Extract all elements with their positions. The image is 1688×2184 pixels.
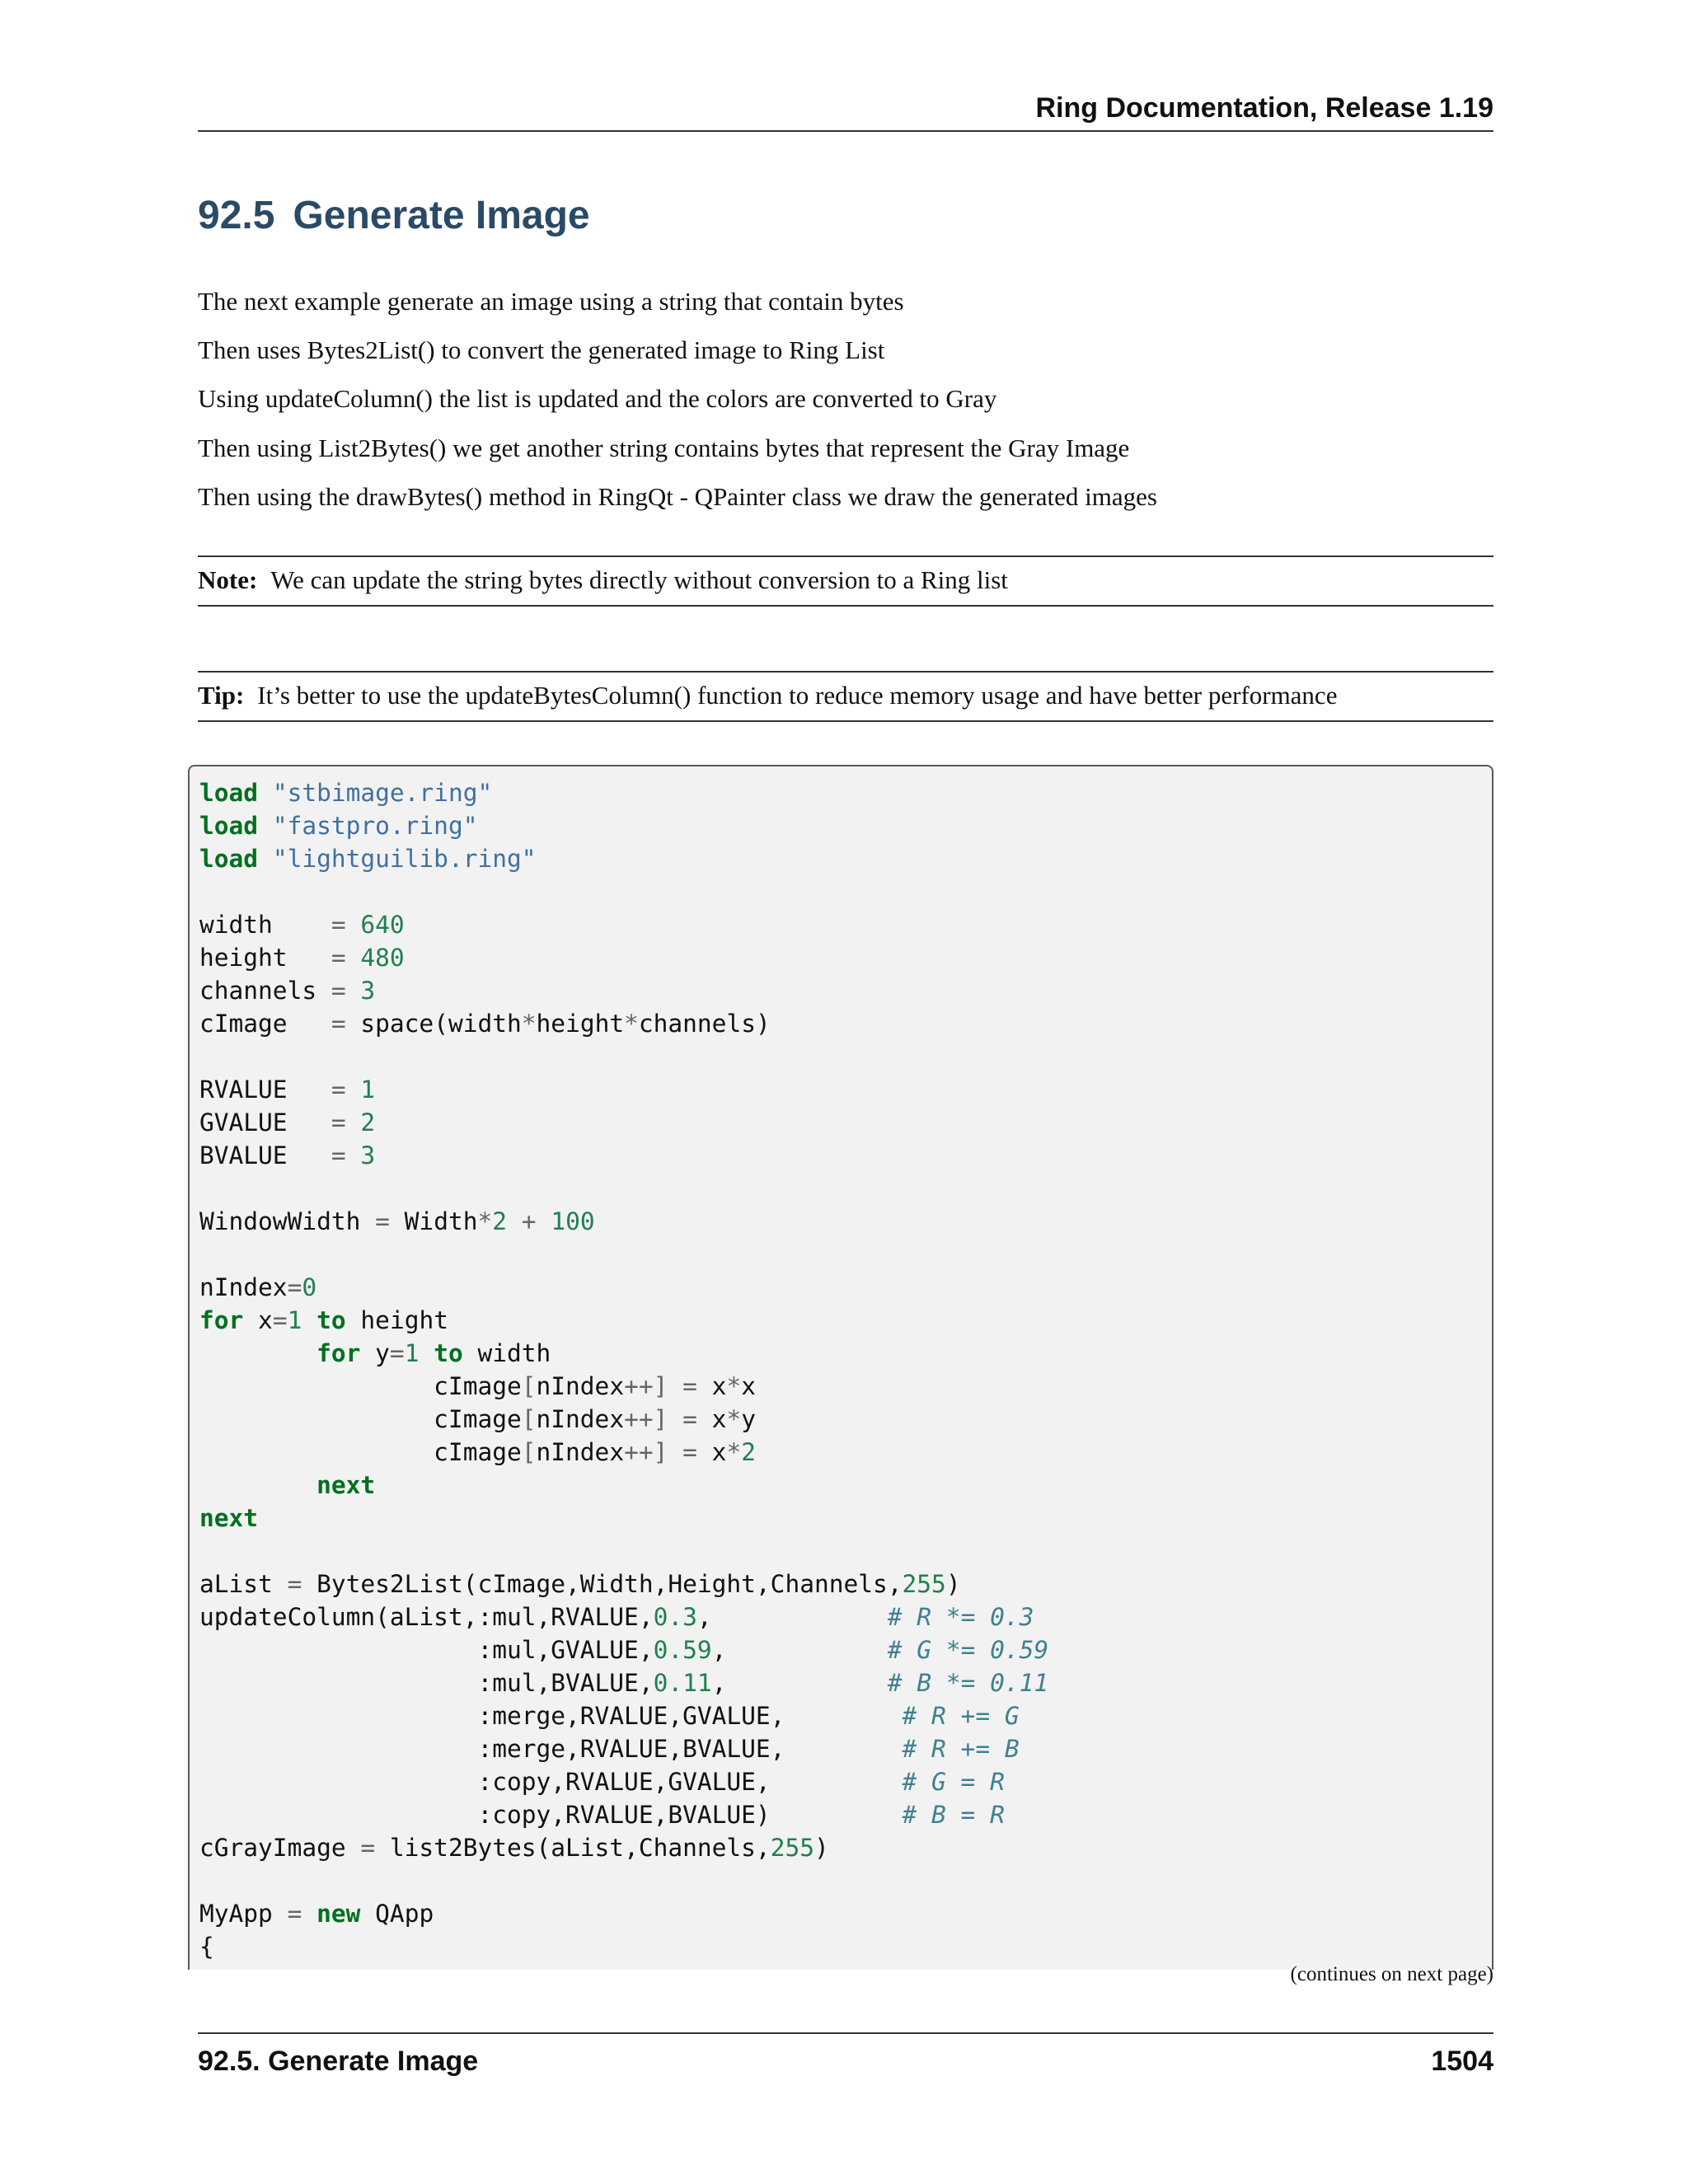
code-text: [302, 1900, 316, 1928]
tip-text: It’s better to use the updateBytesColumn() function to reduce memory usage and have better performance: [257, 681, 1338, 710]
code-text: height: [199, 944, 331, 972]
code-text: {: [199, 1933, 214, 1961]
code-line: [199, 1504, 258, 1532]
code-number: 1: [287, 1306, 302, 1334]
code-operator: =: [287, 1273, 302, 1301]
code-text: :copy,RVALUE,GVALUE,: [199, 1768, 903, 1796]
code-line: [199, 1900, 434, 1928]
code-string: "fastpro.ring": [272, 812, 478, 840]
code-number: 640: [360, 911, 405, 939]
code-line: [199, 1141, 375, 1169]
code-text: [302, 1306, 316, 1334]
code-text: GVALUE: [199, 1108, 331, 1137]
footer-section: 92.5. Generate Image: [198, 2046, 479, 2077]
code-line: [199, 845, 537, 873]
code-text: nIndex: [536, 1405, 625, 1433]
code-operator: =: [360, 1834, 376, 1862]
code-line: [199, 1669, 1048, 1697]
code-text: :merge,RVALUE,GVALUE,: [199, 1702, 903, 1730]
code-operator: =: [682, 1438, 697, 1466]
code-line: [199, 1207, 595, 1235]
code-keyword: to: [434, 1339, 463, 1367]
code-operator: =: [331, 911, 346, 939]
code-line: [199, 1010, 771, 1038]
code-comment: # B *= 0.11: [887, 1669, 1049, 1697]
code-number: 0: [302, 1273, 317, 1301]
code-text: [199, 1339, 316, 1367]
code-number: 0.59: [653, 1636, 712, 1664]
code-operator: =: [331, 1076, 346, 1104]
code-text: height: [536, 1010, 625, 1038]
code-string: "stbimage.ring": [272, 779, 493, 807]
code-text: aList: [199, 1570, 288, 1598]
code-operator: =: [331, 1010, 346, 1038]
note-box: [198, 555, 1493, 607]
code-line: [199, 1438, 756, 1466]
code-operator: =: [287, 1900, 302, 1928]
code-operator: *: [624, 1010, 639, 1038]
code-text: [258, 845, 273, 873]
code-line: [199, 944, 405, 972]
code-operator: ++]: [624, 1405, 668, 1433]
code-keyword: for: [316, 1339, 361, 1367]
code-text: nIndex: [199, 1273, 288, 1301]
code-text: width: [199, 911, 331, 939]
code-operator: =: [272, 1306, 288, 1334]
code-operator: [: [521, 1405, 537, 1433]
code-operator: =: [331, 1141, 346, 1169]
paragraph: Then using List2Bytes() we get another string contains bytes that represent the Gray Image: [198, 434, 1130, 462]
code-line: [199, 1735, 1020, 1763]
code-text: x: [243, 1306, 273, 1334]
code-text: x: [696, 1405, 727, 1433]
code-line: [199, 1273, 316, 1301]
section-title: Generate Image: [293, 194, 590, 237]
paragraph: Then uses Bytes2List() to convert the generated image to Ring List: [198, 335, 885, 364]
code-text: cGrayImage: [199, 1834, 361, 1862]
code-line: [199, 1076, 375, 1104]
paragraph: Then using the drawBytes() method in RingQt - QPainter class we draw the generated images: [198, 482, 1157, 511]
code-number: 2: [741, 1438, 756, 1466]
code-text: nIndex: [536, 1438, 625, 1466]
code-text: channels: [199, 977, 331, 1005]
code-number: 100: [551, 1207, 595, 1235]
code-text: nIndex: [536, 1372, 625, 1400]
code-number: 255: [770, 1834, 814, 1862]
code-line: [199, 1306, 448, 1334]
code-text: BVALUE: [199, 1141, 331, 1169]
page-number: 1504: [1431, 2046, 1493, 2077]
note-label: Note:: [198, 565, 258, 594]
code-text: space(width: [345, 1010, 522, 1038]
code-text: :mul,BVALUE,: [199, 1669, 654, 1697]
code-text: Width: [389, 1207, 478, 1235]
code-number: 2: [492, 1207, 508, 1235]
code-line: [199, 1405, 756, 1433]
code-text: cImage: [199, 1372, 522, 1400]
code-text: [346, 944, 361, 972]
code-operator: *: [477, 1207, 493, 1235]
code-text: ,: [711, 1669, 888, 1697]
code-text: :merge,RVALUE,BVALUE,: [199, 1735, 903, 1763]
code-number: 255: [902, 1570, 946, 1598]
code-text: channels): [638, 1010, 771, 1038]
code-text: RVALUE: [199, 1076, 331, 1104]
code-number: 0.11: [653, 1669, 712, 1697]
code-operator: =: [375, 1207, 390, 1235]
section-number: 92.5: [198, 194, 275, 237]
code-listing: [199, 776, 1048, 1963]
code-text: cImage: [199, 1438, 522, 1466]
code-number: 1: [404, 1339, 420, 1367]
document-title: Ring Documentation, Release 1.19: [1035, 92, 1493, 124]
code-text: :copy,RVALUE,BVALUE): [199, 1801, 903, 1829]
code-text: cImage: [199, 1010, 331, 1038]
code-text: [346, 911, 361, 939]
code-text: updateColumn(aList,:mul,RVALUE,: [199, 1603, 654, 1631]
code-text: x: [741, 1372, 756, 1400]
code-number: 2: [360, 1108, 376, 1137]
code-keyword: load: [199, 845, 259, 873]
code-operator: ++]: [624, 1372, 668, 1400]
code-text: cImage: [199, 1405, 522, 1433]
code-block: [188, 765, 1493, 1970]
page-footer: [198, 2032, 1493, 2077]
note-text: We can update the string bytes directly without conversion to a Ring list: [270, 565, 1008, 594]
code-text: :mul,GVALUE,: [199, 1636, 654, 1664]
paragraph: The next example generate an image using a string that contain bytes: [198, 287, 904, 316]
code-text: ): [814, 1834, 829, 1862]
code-text: [346, 1141, 361, 1169]
code-text: [199, 1471, 316, 1499]
code-keyword: load: [199, 812, 259, 840]
code-operator: =: [287, 1570, 302, 1598]
code-line: [199, 1339, 551, 1367]
code-number: 3: [360, 1141, 376, 1169]
code-comment: # B = R: [902, 1801, 1005, 1829]
code-text: [258, 812, 273, 840]
code-comment: # G = R: [902, 1768, 1005, 1796]
code-line: [199, 1933, 214, 1961]
code-line: [199, 1471, 375, 1499]
code-text: [668, 1405, 682, 1433]
code-operator: *: [726, 1372, 742, 1400]
code-text: [537, 1207, 551, 1235]
code-text: [419, 1339, 434, 1367]
code-text: list2Bytes(aList,Channels,: [375, 1834, 771, 1862]
code-keyword: next: [199, 1504, 259, 1532]
code-string: "lightguilib.ring": [272, 845, 537, 873]
code-line: [199, 1636, 1048, 1664]
code-text: ,: [696, 1603, 888, 1631]
code-text: ): [945, 1570, 961, 1598]
code-number: 1: [360, 1076, 376, 1104]
code-text: [258, 779, 273, 807]
code-text: [346, 1108, 361, 1137]
code-comment: # R += B: [902, 1735, 1020, 1763]
code-keyword: to: [316, 1306, 346, 1334]
code-line: [199, 1603, 1034, 1631]
code-operator: +: [521, 1207, 537, 1235]
code-operator: *: [726, 1405, 742, 1433]
code-operator: *: [521, 1010, 537, 1038]
code-text: WindowWidth: [199, 1207, 376, 1235]
code-number: 0.3: [653, 1603, 697, 1631]
code-operator: =: [389, 1339, 405, 1367]
code-line: [199, 977, 375, 1005]
code-text: Bytes2List(cImage,Width,Height,Channels,: [302, 1570, 903, 1598]
code-line: [199, 1108, 375, 1137]
code-text: x: [696, 1372, 727, 1400]
code-comment: # R *= 0.3: [887, 1603, 1034, 1631]
code-number: 480: [360, 944, 405, 972]
code-keyword: load: [199, 779, 259, 807]
page-header: [198, 89, 1493, 132]
code-operator: =: [331, 977, 346, 1005]
code-comment: # R += G: [902, 1702, 1020, 1730]
code-line: [199, 1834, 829, 1862]
code-text: x: [696, 1438, 727, 1466]
code-text: [346, 977, 361, 1005]
code-number: 3: [360, 977, 376, 1005]
code-keyword: next: [316, 1471, 376, 1499]
code-line: [199, 1372, 756, 1400]
code-operator: =: [682, 1372, 697, 1400]
code-line: [199, 779, 492, 807]
code-text: [668, 1438, 682, 1466]
code-text: ,: [711, 1636, 888, 1664]
code-text: [346, 1076, 361, 1104]
code-text: y: [741, 1405, 756, 1433]
code-line: [199, 911, 405, 939]
section-heading: [198, 193, 590, 238]
tip-box: [198, 671, 1493, 722]
code-line: [199, 1768, 1005, 1796]
code-operator: =: [331, 944, 346, 972]
code-operator: *: [726, 1438, 742, 1466]
code-text: [668, 1372, 682, 1400]
paragraph: Using updateColumn() the list is updated and the colors are converted to Gray: [198, 384, 997, 413]
tip-label: Tip:: [198, 681, 245, 710]
code-line: [199, 1702, 1020, 1730]
code-text: [507, 1207, 522, 1235]
code-operator: [: [521, 1372, 537, 1400]
code-keyword: for: [199, 1306, 244, 1334]
code-text: y: [360, 1339, 390, 1367]
code-text: MyApp: [199, 1900, 288, 1928]
code-line: [199, 1801, 1005, 1829]
code-operator: =: [682, 1405, 697, 1433]
code-text: width: [462, 1339, 551, 1367]
code-text: height: [345, 1306, 448, 1334]
code-operator: ++]: [624, 1438, 668, 1466]
code-operator: [: [521, 1438, 537, 1466]
code-line: [199, 1570, 961, 1598]
code-comment: # G *= 0.59: [887, 1636, 1049, 1664]
continues-note: (continues on next page): [1290, 1963, 1493, 1985]
code-text: QApp: [360, 1900, 434, 1928]
code-operator: =: [331, 1108, 346, 1137]
code-keyword: new: [316, 1900, 361, 1928]
code-line: [199, 812, 477, 840]
